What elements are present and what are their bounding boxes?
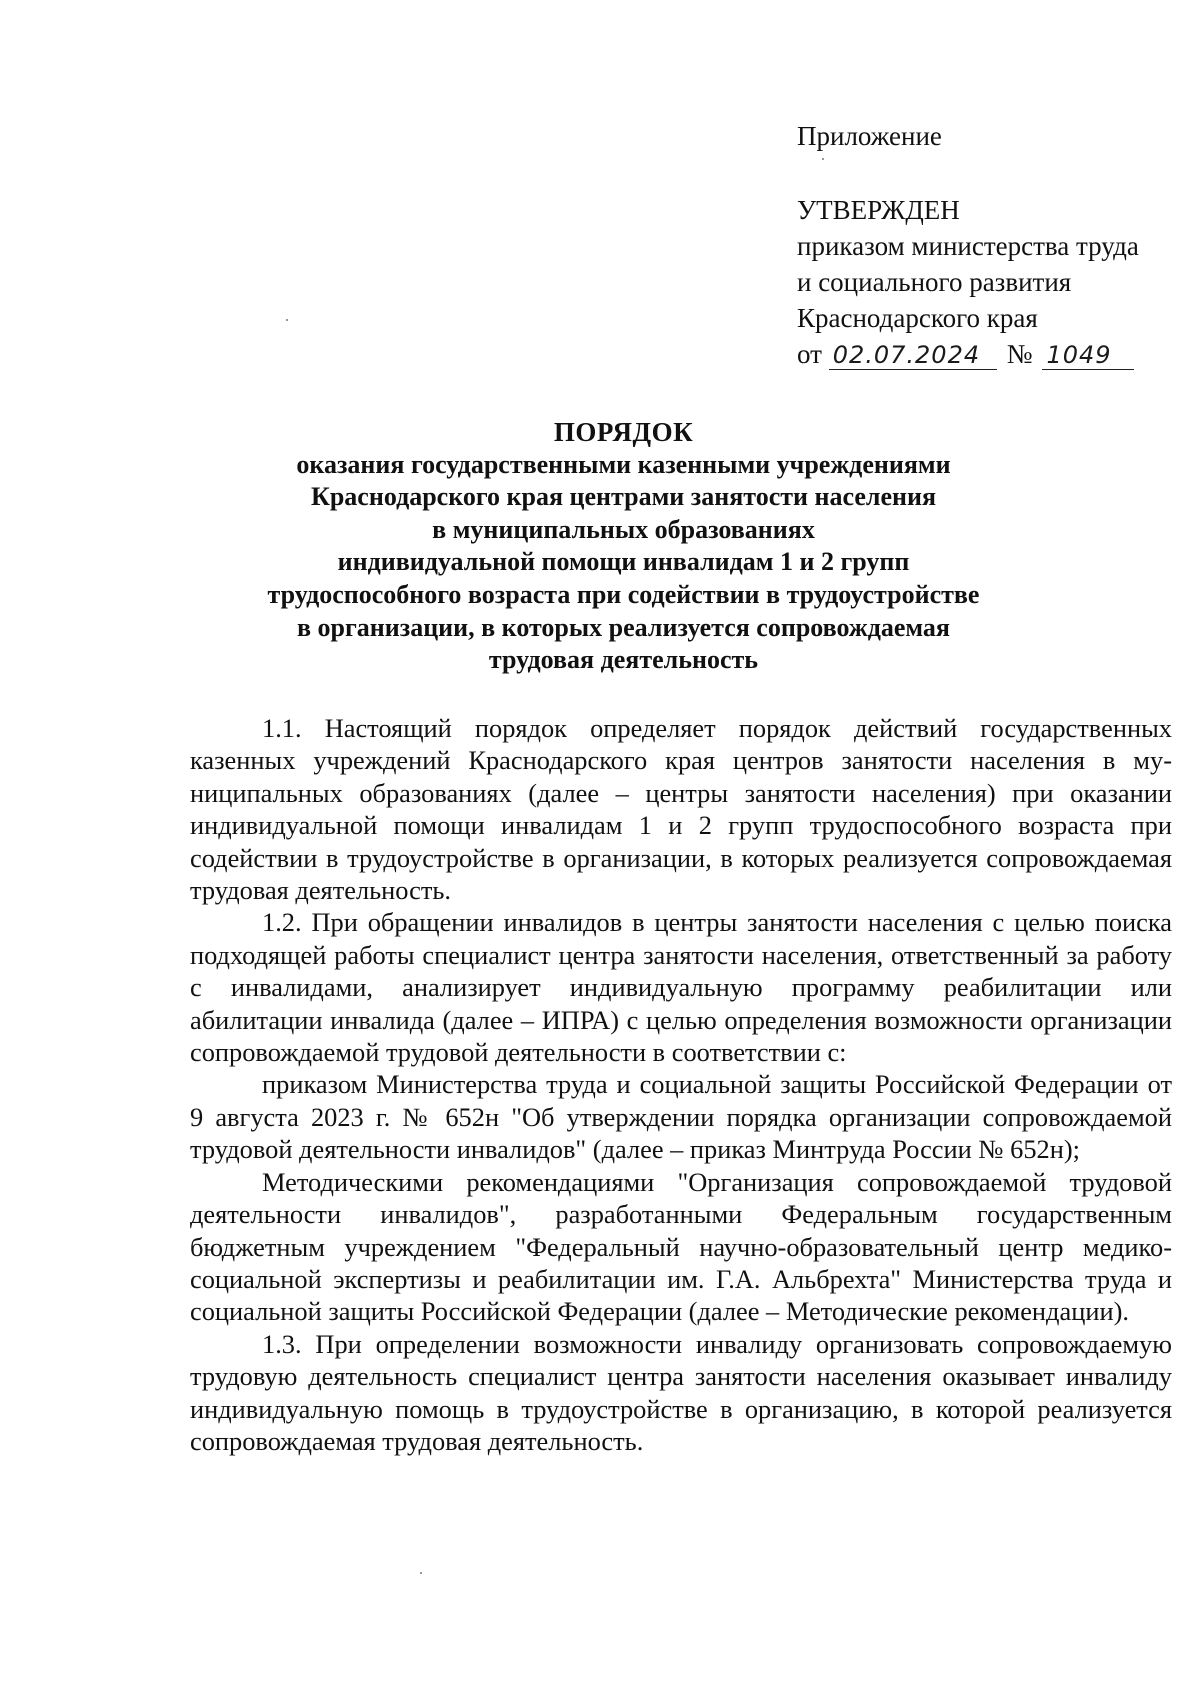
approved-label: УТВЕРЖДЕН [797, 195, 960, 225]
title-line: в организации, в которых реализуется сопровождаемая [296, 612, 950, 642]
approval-line-3: Краснодарского края [797, 303, 1038, 333]
scan-speck [420, 1572, 422, 1574]
title-line: индивидуальной помощи инвалидам 1 и 2 групп [337, 547, 910, 577]
appendix-label: Приложение [797, 121, 942, 151]
approval-line-1: приказом министерства труда [797, 231, 1139, 261]
title-line: трудоспособного возраста при содействии в трудоустройстве [267, 579, 980, 609]
paragraph-1-3: 1.3. При определении возможности инвалиду организовать сопровождаемую трудовую деятельность специалист центра занятости населения оказывает инвалиду индивидуальную помощь в трудоустройстве в организацию, в которой реализуется сопровождаемая трудовая деятельность. [190, 1328, 1172, 1456]
paragraph-guidelines: Методическими рекомендациями "Организация сопровождаемой трудовой деятельности инвалидов", разработанными Федеральным государственным бюджетным учреждением "Федеральный научно-образовательный центр медико-социальной экспертизы и реабилитации им. Г.А. Альбрехта" Министерства труда и социальной защиты Российской Федерации (далее – Методические рекомендации). [190, 1166, 1172, 1327]
scan-speck [822, 158, 824, 160]
title-line: оказания государственными казенными учреждениями [296, 449, 951, 479]
title-line: в муниципальных образованиях [432, 514, 815, 544]
date-prefix: от [797, 339, 822, 369]
document-title [186, 416, 1061, 677]
title-line: трудовая деятельность [488, 645, 759, 675]
title-line: Краснодарского края центрами занятости населения [310, 482, 937, 512]
approval-block [797, 118, 1187, 372]
handwritten-number: 1049 [1042, 341, 1134, 370]
document-body [190, 712, 1172, 1457]
date-number-row [797, 336, 1187, 372]
paragraph-order-652n: приказом Министерства труда и социальной защиты Российской Федерации от 9 августа 2023 г. № 652н "Об утверждении порядка организации сопровождаемой трудовой деятельности инвалидов" (далее – приказ Минтруда России № 652н); [190, 1069, 1172, 1165]
number-sign: № [1006, 339, 1033, 369]
paragraph-1-1: 1.1. Настоящий порядок определяет порядок действий государственных казенных учреждений Краснодарского края центров занятости населения в муниципальных образованиях (далее – центры занятости населения) при оказании индивидуальной помощи инвалидам 1 и 2 групп трудоспособного возраста при содействии в трудоустройстве в организации, в которых реализуется сопровождаемая трудовая деятельность. [190, 713, 1172, 906]
approval-line-2: и социального развития [797, 267, 1072, 297]
scan-speck [286, 319, 288, 321]
paragraph-1-2: 1.2. При обращении инвалидов в центры занятости населения с целью поиска подходящей работы специалист центра занятости населения, ответственный за работу с инвалидами, анализирует индивидуальную программу реабилитации или абилитации инвалида (далее – ИПРА) с целью определения возможности организации сопровождаемой трудовой деятельности в соответствии с: [190, 907, 1172, 1068]
handwritten-date: 02.07.2024 [829, 341, 997, 370]
title-heading: ПОРЯДОК [553, 417, 694, 447]
